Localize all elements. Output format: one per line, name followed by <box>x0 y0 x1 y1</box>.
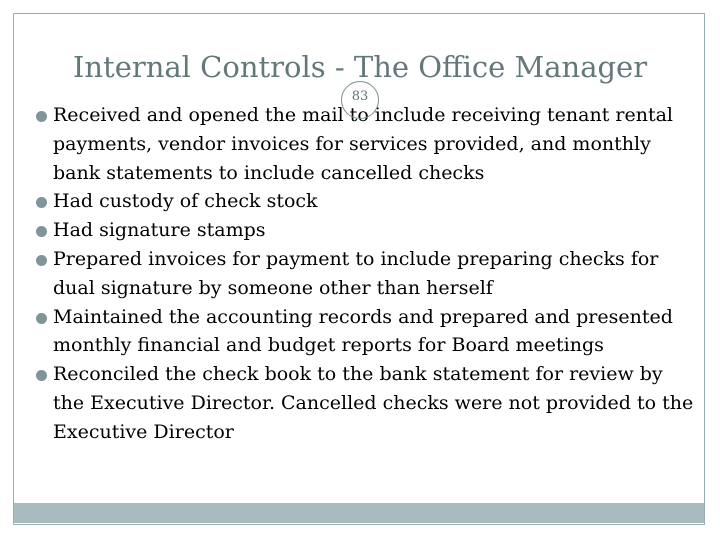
bullet-dot-icon <box>36 111 47 122</box>
bullet-item <box>36 303 696 361</box>
bullet-item <box>36 245 696 303</box>
bullet-text: Received and opened the mail to include receiving tenant rental payments, vendor invoices for services provided, and monthly bank statements to include cancelled checks <box>53 104 674 184</box>
footer-bar <box>14 503 704 523</box>
page-number-badge: 83 <box>341 81 379 119</box>
bullet-text: Had custody of check stock <box>53 190 318 213</box>
bullet-item <box>36 187 696 216</box>
slide-title: Internal Controls - The Office Manager <box>72 50 648 84</box>
bullet-list <box>36 101 696 447</box>
bullet-dot-icon <box>36 197 47 208</box>
bullet-text: Maintained the accounting records and prepared and presented monthly financial and budget reports for Board meetings <box>53 305 673 357</box>
bullet-text: Prepared invoices for payment to include preparing checks for dual signature by someone other than herself <box>53 247 659 299</box>
bullet-text: Reconciled the check book to the bank statement for review by the Executive Director. Cancelled checks were not provided to the Executive Director <box>53 363 694 443</box>
bullet-item <box>36 360 696 446</box>
bullet-text: Had signature stamps <box>53 219 266 242</box>
bullet-dot-icon <box>36 370 47 381</box>
bullet-dot-icon <box>36 313 47 324</box>
bullet-dot-icon <box>36 226 47 237</box>
bullet-item <box>36 216 696 245</box>
bullet-dot-icon <box>36 255 47 266</box>
